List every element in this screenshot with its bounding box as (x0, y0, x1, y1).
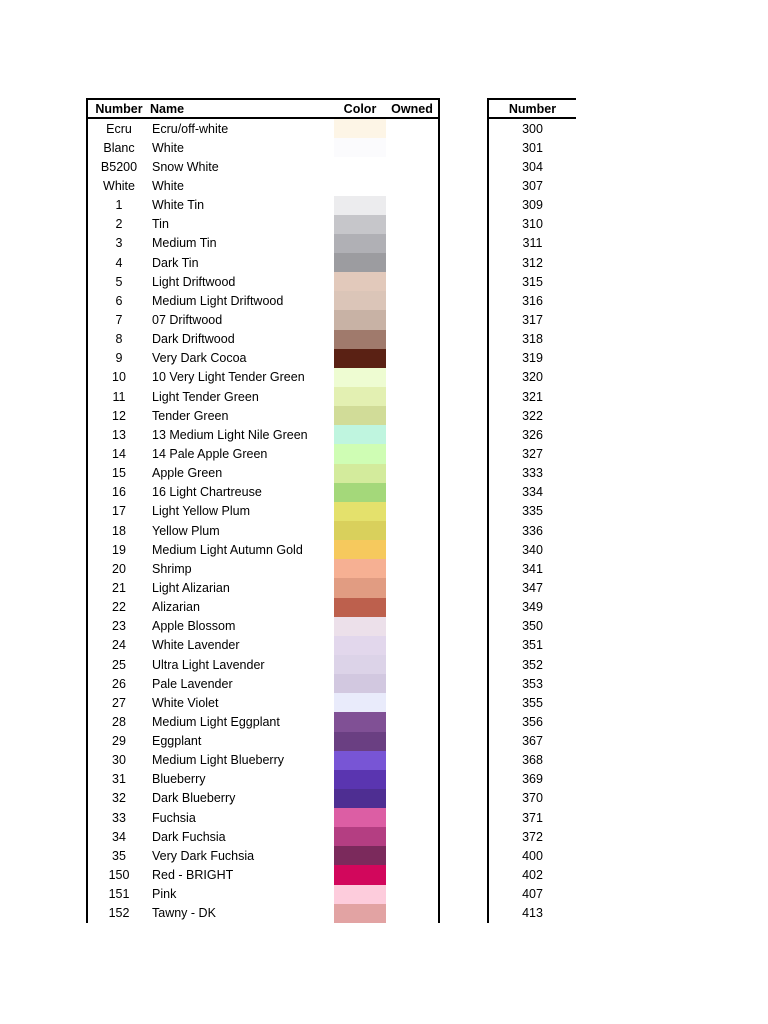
cell-name: Snow White (152, 159, 219, 174)
table-row-right (489, 464, 576, 483)
cell-name: Dark Tin (152, 255, 199, 270)
table-row-right (489, 119, 576, 138)
cell-number-right: 350 (522, 619, 543, 634)
table-body (86, 119, 440, 923)
cell-number-right: 319 (522, 351, 543, 366)
table-row (88, 789, 438, 808)
table-row-right (489, 540, 576, 559)
cell-name: Yellow Plum (152, 523, 220, 538)
color-swatch (334, 885, 386, 904)
cell-name: 13 Medium Light Nile Green (152, 427, 308, 442)
header-number: Number (95, 101, 143, 116)
color-swatch (334, 789, 386, 808)
cell-name: Pink (152, 887, 177, 902)
color-swatch (334, 444, 386, 463)
color-swatch (334, 176, 386, 195)
cell-name: Very Dark Fuchsia (152, 848, 255, 863)
table-row-right (489, 904, 576, 923)
cell-number-right: 413 (522, 906, 543, 921)
color-swatch (334, 827, 386, 846)
table-row (88, 770, 438, 789)
table-row (88, 387, 438, 406)
table-row-right (489, 406, 576, 425)
header-color: Color (343, 101, 377, 116)
cell-number-right: 402 (522, 868, 543, 883)
cell-number: 11 (112, 389, 126, 404)
table-header (86, 98, 440, 119)
cell-number-right: 326 (522, 427, 543, 442)
table-row-right (489, 176, 576, 195)
table-row-right (489, 865, 576, 884)
cell-number-right: 341 (522, 561, 543, 576)
cell-number: 3 (115, 236, 123, 251)
table-row-right (489, 578, 576, 597)
table-row-right (489, 712, 576, 731)
cell-name: Alizarian (152, 600, 200, 615)
table-row-right (489, 138, 576, 157)
cell-number-right: 336 (522, 523, 543, 538)
cell-name: White Tin (152, 198, 205, 213)
table-body-right (487, 119, 576, 923)
cell-name: Ecru/off-white (152, 121, 229, 136)
cell-name: Apple Green (152, 466, 223, 481)
cell-number-right: 333 (522, 466, 543, 481)
cell-number-right: 309 (522, 198, 543, 213)
cell-number-right: 355 (522, 695, 543, 710)
color-swatch (334, 406, 386, 425)
thread-table-right (487, 98, 576, 923)
color-swatch (334, 368, 386, 387)
cell-number-right: 317 (522, 312, 543, 327)
cell-number: 26 (112, 676, 126, 691)
table-row-right (489, 617, 576, 636)
cell-number: 27 (112, 695, 126, 710)
cell-name: Ultra Light Lavender (152, 657, 265, 672)
table-row (88, 751, 438, 770)
table-row (88, 636, 438, 655)
table-row (88, 253, 438, 272)
cell-number: 14 (112, 446, 126, 461)
cell-number-right: 310 (522, 217, 543, 232)
cell-name: 07 Driftwood (152, 312, 223, 327)
color-swatch (334, 636, 386, 655)
table-row-right (489, 330, 576, 349)
table-row (88, 617, 438, 636)
color-swatch (334, 291, 386, 310)
cell-number-right: 335 (522, 504, 543, 519)
cell-name: Medium Light Autumn Gold (152, 542, 303, 557)
cell-name: Pale Lavender (152, 676, 233, 691)
cell-number-right: 315 (522, 274, 543, 289)
color-swatch (334, 157, 386, 176)
table-row (88, 521, 438, 540)
cell-number-right: 347 (522, 580, 543, 595)
table-row-right (489, 751, 576, 770)
cell-number-right: 340 (522, 542, 543, 557)
cell-number-right: 321 (522, 389, 543, 404)
cell-number-right: 356 (522, 714, 543, 729)
color-swatch (334, 693, 386, 712)
cell-name: Red - BRIGHT (152, 868, 234, 883)
thread-table-left (86, 98, 440, 923)
color-swatch (334, 119, 386, 138)
table-row (88, 215, 438, 234)
table-row-right (489, 674, 576, 693)
cell-number: 30 (112, 753, 126, 768)
cell-name: Blueberry (152, 772, 206, 787)
cell-name: Light Driftwood (152, 274, 236, 289)
color-swatch (334, 674, 386, 693)
cell-number: B5200 (100, 159, 138, 174)
color-swatch (334, 578, 386, 597)
cell-number: 22 (112, 600, 126, 615)
cell-number: 35 (112, 848, 126, 863)
color-swatch (334, 808, 386, 827)
cell-number-right: 370 (522, 791, 543, 806)
color-swatch (334, 483, 386, 502)
header-owned: Owned (391, 101, 433, 116)
cell-number: 20 (112, 561, 126, 576)
table-row-right (489, 559, 576, 578)
table-row-right (489, 789, 576, 808)
cell-name: White (152, 140, 184, 155)
color-swatch (334, 521, 386, 540)
cell-name: Medium Tin (152, 236, 217, 251)
table-row (88, 272, 438, 291)
cell-name: Shrimp (152, 561, 192, 576)
table-row (88, 291, 438, 310)
table-row (88, 693, 438, 712)
cell-number: 28 (112, 714, 126, 729)
cell-name: White (152, 178, 184, 193)
cell-name: White Lavender (152, 638, 240, 653)
table-row-right (489, 368, 576, 387)
color-swatch (334, 215, 386, 234)
table-row-right (489, 310, 576, 329)
table-row (88, 808, 438, 827)
cell-number: 15 (112, 466, 126, 481)
cell-name: 16 Light Chartreuse (152, 485, 262, 500)
cell-number: 4 (115, 255, 123, 270)
table-row-right (489, 272, 576, 291)
table-row-right (489, 483, 576, 502)
table-row (88, 425, 438, 444)
table-row (88, 598, 438, 617)
color-swatch (334, 712, 386, 731)
cell-name: Tin (152, 217, 169, 232)
table-row-right (489, 770, 576, 789)
cell-number-right: 312 (522, 255, 543, 270)
table-row-right (489, 693, 576, 712)
cell-name: 10 Very Light Tender Green (152, 370, 305, 385)
color-swatch (334, 904, 386, 923)
table-row (88, 464, 438, 483)
table-row-right (489, 598, 576, 617)
table-row (88, 904, 438, 923)
table-row (88, 310, 438, 329)
color-swatch (334, 559, 386, 578)
color-swatch (334, 865, 386, 884)
cell-number: 29 (112, 734, 126, 749)
cell-name: Tawny - DK (152, 906, 216, 921)
table-row-right (489, 157, 576, 176)
cell-number-right: 311 (522, 236, 543, 251)
table-row (88, 368, 438, 387)
cell-number: 33 (112, 810, 126, 825)
table-row-right (489, 234, 576, 253)
color-swatch (334, 540, 386, 559)
table-row-right (489, 387, 576, 406)
table-row (88, 196, 438, 215)
cell-name: Light Yellow Plum (152, 504, 250, 519)
cell-number-right: 327 (522, 446, 543, 461)
table-row (88, 674, 438, 693)
table-row-right (489, 808, 576, 827)
color-swatch (334, 425, 386, 444)
color-swatch (334, 846, 386, 865)
table-row (88, 138, 438, 157)
cell-number: 17 (112, 504, 126, 519)
table-row (88, 444, 438, 463)
table-row (88, 502, 438, 521)
cell-name: Eggplant (152, 734, 202, 749)
color-swatch (334, 387, 386, 406)
cell-number: 24 (112, 638, 126, 653)
cell-name: White Violet (152, 695, 219, 710)
color-swatch (334, 196, 386, 215)
cell-number-right: 367 (522, 734, 543, 749)
table-row (88, 655, 438, 674)
table-row-right (489, 215, 576, 234)
cell-name: Medium Light Eggplant (152, 714, 280, 729)
header-name: Name (150, 101, 185, 116)
cell-number-right: 304 (522, 159, 543, 174)
table-row (88, 406, 438, 425)
cell-number-right: 320 (522, 370, 543, 385)
table-row (88, 349, 438, 368)
cell-number: Blanc (103, 140, 135, 155)
table-row (88, 483, 438, 502)
cell-number: 21 (112, 580, 126, 595)
table-row-right (489, 655, 576, 674)
cell-number-right: 368 (522, 753, 543, 768)
table-row-right (489, 349, 576, 368)
table-row-right (489, 196, 576, 215)
cell-number: 25 (112, 657, 126, 672)
cell-number-right: 334 (522, 485, 543, 500)
table-header-right (487, 98, 576, 119)
cell-number: 31 (112, 772, 126, 787)
cell-number: 9 (115, 351, 123, 366)
cell-number-right: 307 (522, 178, 543, 193)
cell-number-right: 372 (522, 829, 543, 844)
cell-number-right: 352 (522, 657, 543, 672)
table-row (88, 157, 438, 176)
cell-number-right: 371 (522, 810, 543, 825)
table-row-right (489, 253, 576, 272)
cell-number-right: 349 (522, 600, 543, 615)
cell-name: Very Dark Cocoa (152, 351, 247, 366)
cell-number-right: 301 (522, 140, 543, 155)
cell-number: 151 (108, 887, 130, 902)
table-row-right (489, 521, 576, 540)
cell-number: 2 (115, 217, 123, 232)
cell-number-right: 407 (522, 887, 543, 902)
cell-name: Dark Blueberry (152, 791, 236, 806)
color-swatch (334, 138, 386, 157)
color-swatch (334, 732, 386, 751)
cell-number: 32 (112, 791, 126, 806)
cell-number: 6 (115, 293, 123, 308)
cell-number: 34 (112, 829, 126, 844)
table-row (88, 540, 438, 559)
table-row (88, 330, 438, 349)
cell-name: Dark Driftwood (152, 332, 235, 347)
cell-number-right: 322 (522, 408, 543, 423)
table-row (88, 885, 438, 904)
table-row (88, 827, 438, 846)
cell-number: 152 (108, 906, 130, 921)
cell-name: Apple Blossom (152, 619, 236, 634)
table-row (88, 712, 438, 731)
cell-name: 14 Pale Apple Green (152, 446, 268, 461)
cell-name: Medium Light Blueberry (152, 753, 285, 768)
cell-number-right: 318 (522, 332, 543, 347)
cell-name: Light Tender Green (152, 389, 259, 404)
color-swatch (334, 770, 386, 789)
cell-name: Dark Fuchsia (152, 829, 226, 844)
cell-number: White (103, 178, 135, 193)
cell-number-right: 316 (522, 293, 543, 308)
color-swatch (334, 751, 386, 770)
cell-number-right: 300 (522, 121, 543, 136)
table-row-right (489, 732, 576, 751)
color-swatch (334, 234, 386, 253)
cell-name: Medium Light Driftwood (152, 293, 284, 308)
cell-number: 12 (112, 408, 126, 423)
color-swatch (334, 655, 386, 674)
cell-name: Light Alizarian (152, 580, 230, 595)
color-swatch (334, 349, 386, 368)
header-number-right: Number (508, 101, 557, 116)
table-row-right (489, 502, 576, 521)
cell-number: 18 (112, 523, 126, 538)
table-row-right (489, 827, 576, 846)
cell-number-right: 400 (522, 848, 543, 863)
table-row-right (489, 291, 576, 310)
cell-name: Tender Green (152, 408, 229, 423)
table-row-right (489, 425, 576, 444)
color-swatch (334, 330, 386, 349)
table-row-right (489, 444, 576, 463)
table-row-right (489, 636, 576, 655)
cell-number: 8 (115, 332, 123, 347)
cell-number: 10 (112, 370, 126, 385)
table-row (88, 234, 438, 253)
table-row-right (489, 846, 576, 865)
table-row (88, 732, 438, 751)
color-swatch (334, 464, 386, 483)
cell-number: 19 (112, 542, 126, 557)
cell-number: 5 (115, 274, 123, 289)
table-row-right (489, 885, 576, 904)
table-row (88, 119, 438, 138)
cell-number: 13 (112, 427, 126, 442)
table-row (88, 176, 438, 195)
cell-number: 23 (112, 619, 126, 634)
cell-number: 150 (108, 868, 130, 883)
cell-number-right: 353 (522, 676, 543, 691)
color-swatch (334, 253, 386, 272)
color-swatch (334, 502, 386, 521)
cell-number-right: 351 (522, 638, 543, 653)
cell-number: 7 (115, 312, 123, 327)
table-row (88, 559, 438, 578)
cell-number: Ecru (106, 121, 132, 136)
cell-number-right: 369 (522, 772, 543, 787)
cell-name: Fuchsia (152, 810, 196, 825)
table-row (88, 865, 438, 884)
color-swatch (334, 617, 386, 636)
cell-number: 1 (115, 198, 123, 213)
table-row (88, 846, 438, 865)
table-row (88, 578, 438, 597)
color-swatch (334, 310, 386, 329)
cell-number: 16 (112, 485, 126, 500)
color-swatch (334, 272, 386, 291)
color-swatch (334, 598, 386, 617)
